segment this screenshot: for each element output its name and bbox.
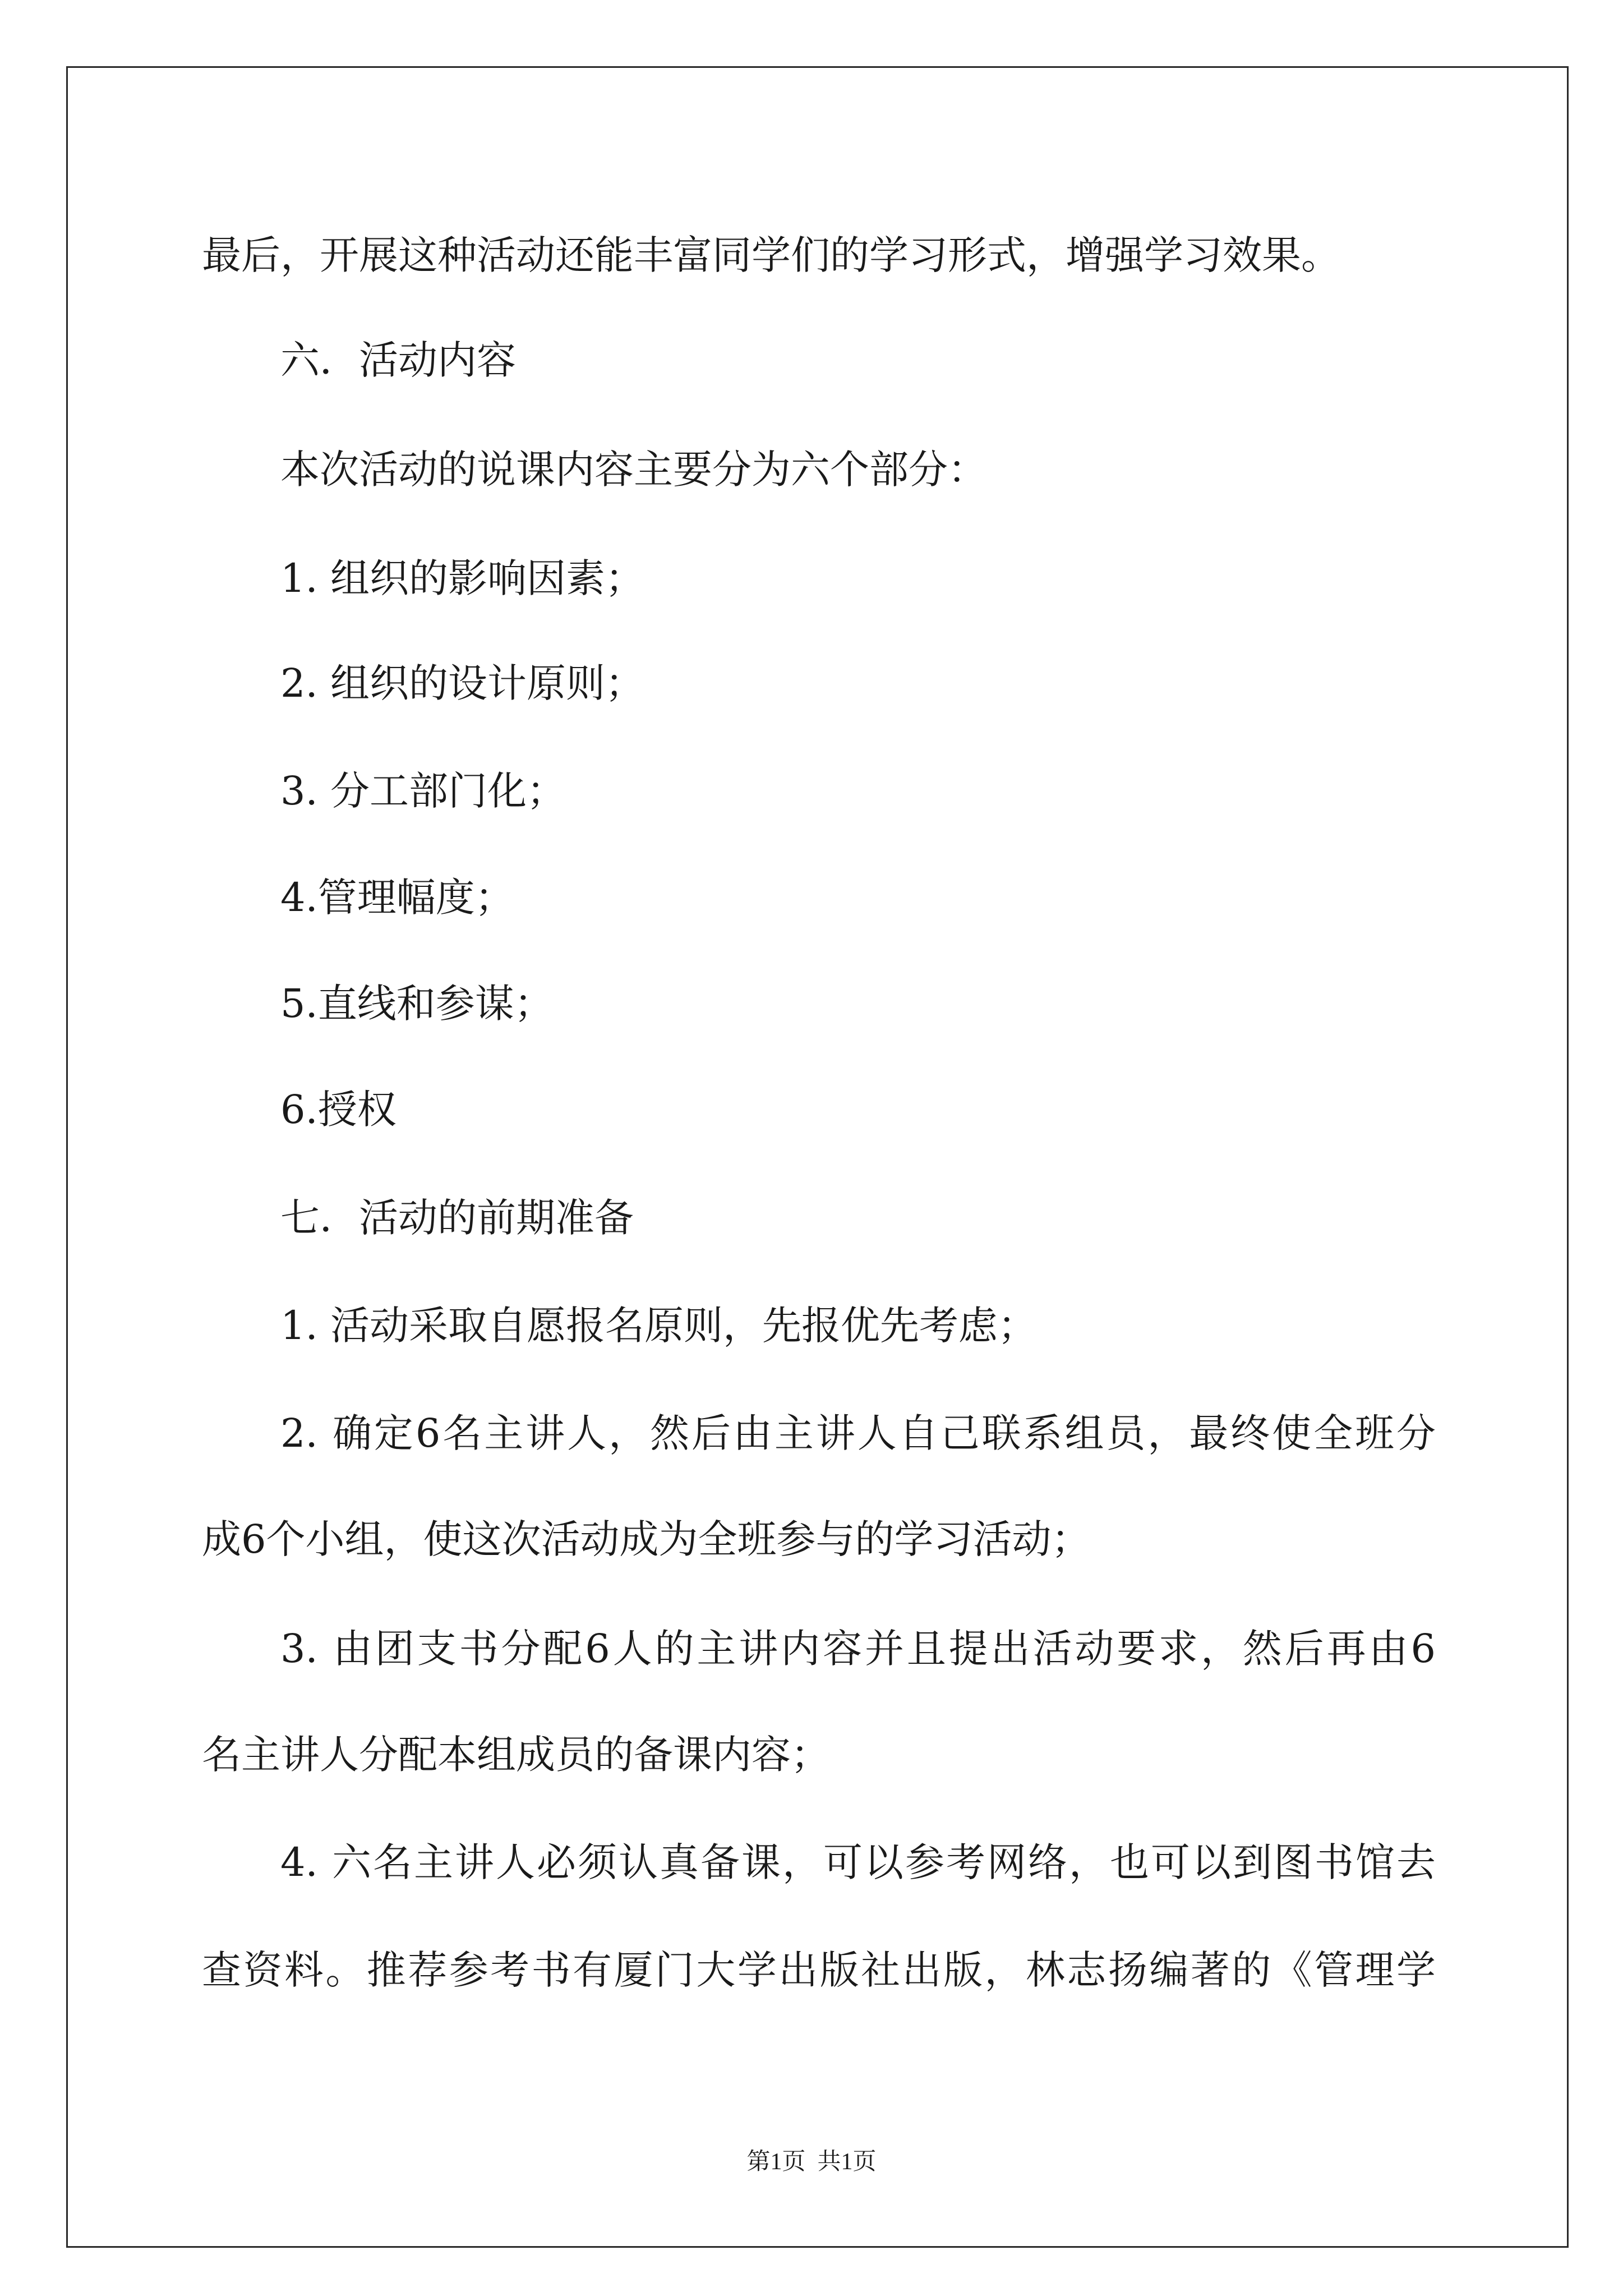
paragraph-line: 本次活动的说课内容主要分为六个部分： (280, 447, 987, 493)
list-item-text: 查资料。推荐参考书有厦门大学出版社出版，林志扬编著的《管理学 (202, 1947, 1436, 1993)
list-item-text: 5.直线和参谋； (280, 981, 554, 1027)
list-item-text: 成6个小组，使这次活动成为全班参与的学习活动； (202, 1516, 1091, 1562)
list-item-text: 名主讲人分配本组成员的备课内容； (202, 1732, 830, 1778)
list-item-text: 1. 活动采取自愿报名原则，先报优先考虑； (280, 1303, 1038, 1349)
list-item-text: 4.管理幅度； (280, 875, 514, 921)
section-heading-text: 六．活动内容 (280, 337, 516, 383)
page-number-footer: 第1页 共1页 (746, 2149, 877, 2175)
paragraph-line: 最后，开展这种活动还能丰富同学们的学习形式，增强学习效果。 (202, 232, 1340, 278)
list-item-text: 2. 组织的设计原则； (280, 660, 645, 706)
list-item-text: 4. 六名主讲人必须认真备课，可以参考网络，也可以到图书馆去 (280, 1839, 1436, 1885)
page-border (66, 66, 1569, 2248)
list-item-text: 3. 分工部门化； (280, 768, 566, 814)
section-heading-text: 七．活动的前期准备 (280, 1195, 634, 1241)
list-item-text: 3. 由团支书分配6人的主讲内容并且提出活动要求，然后再由6 (280, 1626, 1436, 1672)
list-item-text: 6.授权 (280, 1087, 396, 1133)
list-item-text: 2. 确定6名主讲人，然后由主讲人自己联系组员，最终使全班分 (280, 1410, 1436, 1456)
list-item-text: 1. 组织的影响因素； (280, 555, 645, 601)
